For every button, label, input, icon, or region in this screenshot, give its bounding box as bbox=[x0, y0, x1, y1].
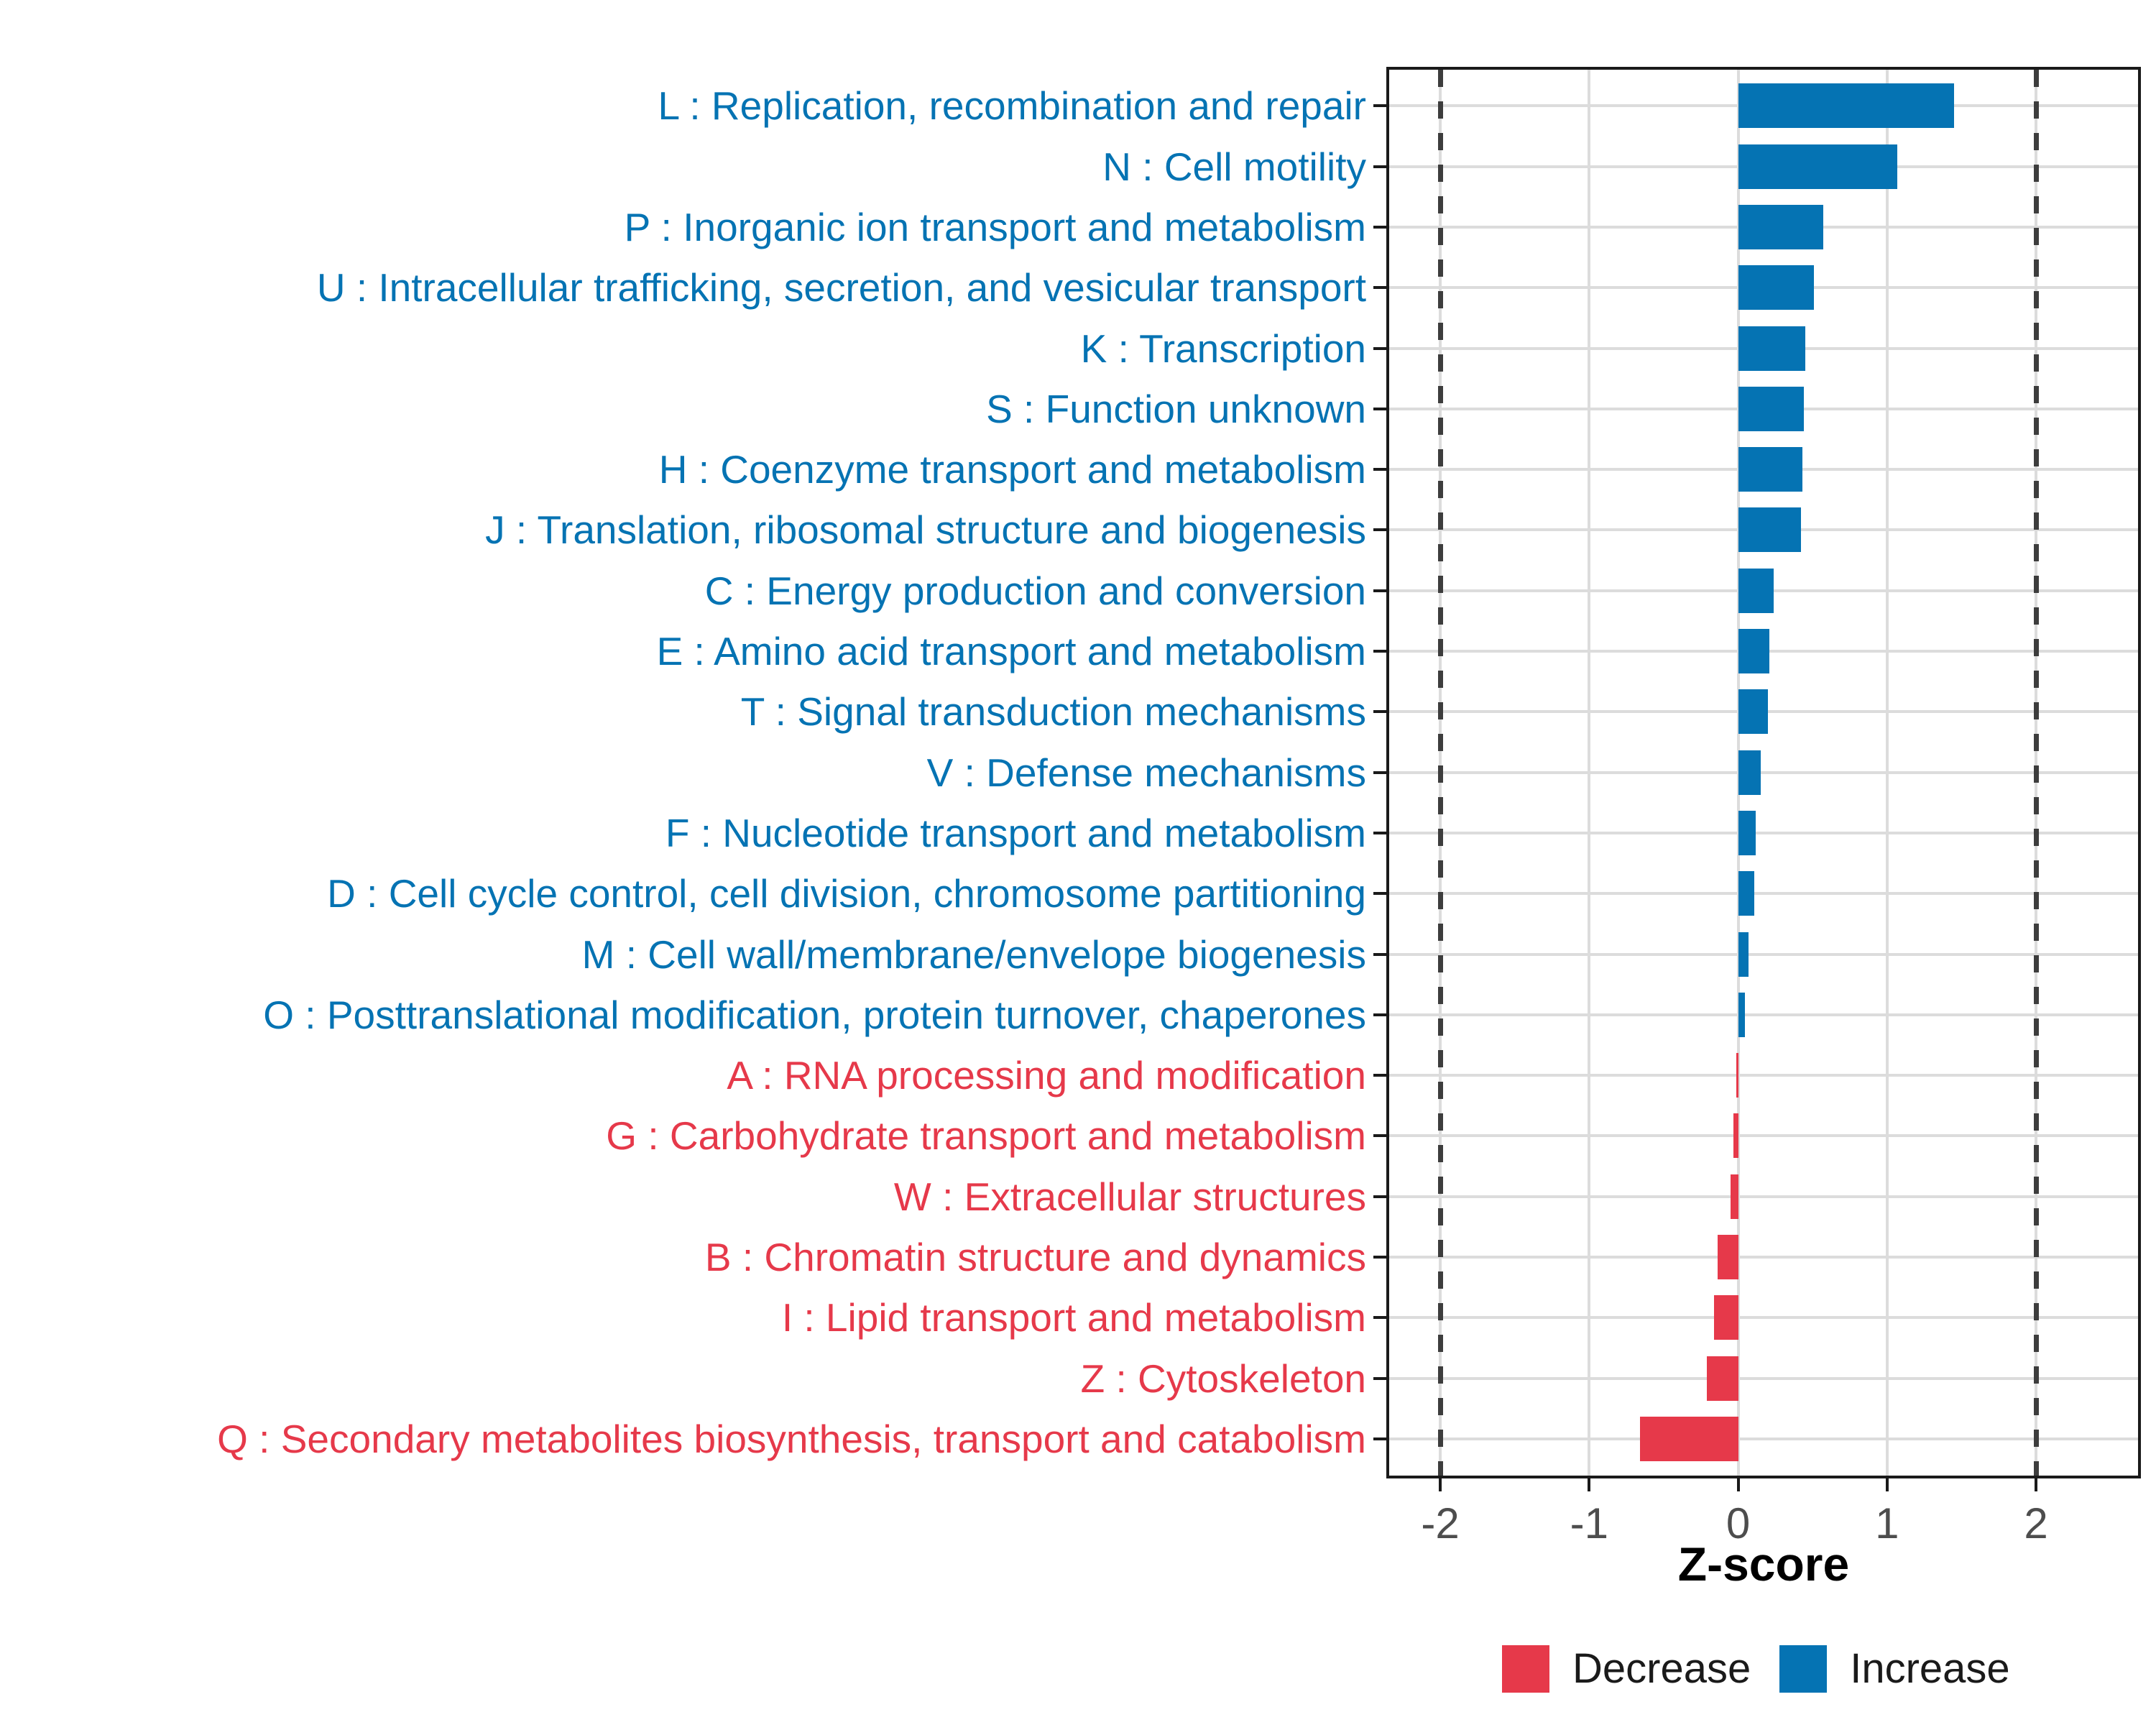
x-axis-tick bbox=[1737, 1476, 1740, 1491]
x-tick-label: 2 bbox=[2024, 1499, 2048, 1547]
category-label: M : Cell wall/membrane/envelope biogenesis bbox=[581, 932, 1366, 977]
y-gridline bbox=[1389, 1195, 2138, 1198]
zscore-bar bbox=[1738, 447, 1802, 492]
y-gridline bbox=[1389, 1074, 2138, 1077]
category-label: O : Posttranslational modification, protein turnover, chaperones bbox=[263, 992, 1366, 1037]
x-tick-label: -2 bbox=[1421, 1499, 1460, 1547]
y-axis-tick bbox=[1373, 650, 1389, 653]
zscore-bar bbox=[1738, 387, 1804, 431]
zscore-bar bbox=[1736, 1053, 1738, 1098]
x-axis-tick bbox=[1886, 1476, 1889, 1491]
y-axis-tick bbox=[1373, 468, 1389, 471]
zscore-bar bbox=[1718, 1235, 1738, 1279]
y-axis-tick bbox=[1373, 771, 1389, 774]
category-label: C : Energy production and conversion bbox=[704, 568, 1366, 613]
zscore-bar bbox=[1738, 871, 1755, 916]
decrease-swatch bbox=[1502, 1645, 1549, 1693]
y-axis-tick bbox=[1373, 832, 1389, 834]
y-axis-tick bbox=[1373, 286, 1389, 289]
zscore-bar bbox=[1731, 1174, 1738, 1219]
category-label: H : Coenzyme transport and metabolism bbox=[658, 447, 1366, 492]
zscore-bar bbox=[1707, 1356, 1738, 1401]
zscore-bar bbox=[1738, 569, 1774, 613]
category-label: P : Inorganic ion transport and metabolism bbox=[624, 204, 1366, 249]
zscore-bar bbox=[1738, 507, 1801, 552]
category-label: K : Transcription bbox=[1080, 326, 1366, 371]
y-axis-tick bbox=[1373, 1256, 1389, 1259]
category-label: V : Defense mechanisms bbox=[926, 750, 1366, 795]
zscore-bar bbox=[1738, 205, 1823, 249]
y-axis-tick bbox=[1373, 1074, 1389, 1077]
category-label: I : Lipid transport and metabolism bbox=[781, 1295, 1366, 1340]
y-axis-tick bbox=[1373, 528, 1389, 531]
y-axis-tick bbox=[1373, 1013, 1389, 1016]
zscore-bar bbox=[1738, 993, 1745, 1037]
zscore-bar bbox=[1738, 326, 1805, 371]
category-label: S : Function unknown bbox=[986, 386, 1366, 431]
y-axis-tick bbox=[1373, 226, 1389, 229]
y-axis-tick bbox=[1373, 1134, 1389, 1137]
category-label: G : Carbohydrate transport and metabolism bbox=[606, 1113, 1366, 1159]
y-gridline bbox=[1389, 1256, 2138, 1259]
y-axis-tick bbox=[1373, 165, 1389, 168]
zscore-bar bbox=[1738, 265, 1815, 310]
reference-line-dashed bbox=[1438, 70, 1443, 1476]
category-label: T : Signal transduction mechanisms bbox=[740, 689, 1366, 735]
category-label: B : Chromatin structure and dynamics bbox=[704, 1235, 1366, 1279]
category-label: L : Replication, recombination and repair bbox=[658, 83, 1366, 129]
y-gridline bbox=[1389, 953, 2138, 956]
category-label: W : Extracellular structures bbox=[893, 1174, 1366, 1219]
zscore-bar bbox=[1738, 144, 1898, 189]
decrease-label: Decrease bbox=[1572, 1645, 1751, 1692]
y-axis-tick bbox=[1373, 1438, 1389, 1440]
y-axis-tick bbox=[1373, 589, 1389, 592]
legend-item-decrease bbox=[1502, 1644, 1751, 1693]
zscore-bar bbox=[1738, 932, 1749, 977]
category-label: Q : Secondary metabolites biosynthesis, transport and catabolism bbox=[217, 1416, 1366, 1461]
category-label: N : Cell motility bbox=[1102, 144, 1366, 189]
y-gridline bbox=[1389, 892, 2138, 895]
y-gridline bbox=[1389, 832, 2138, 834]
increase-swatch bbox=[1779, 1645, 1827, 1693]
category-label: J : Translation, ribosomal structure and biogenesis bbox=[485, 507, 1366, 553]
y-gridline bbox=[1389, 1377, 2138, 1380]
zscore-bar bbox=[1733, 1113, 1738, 1158]
zscore-bar bbox=[1738, 83, 1955, 128]
y-axis-tick bbox=[1373, 710, 1389, 713]
y-gridline bbox=[1389, 771, 2138, 774]
x-axis-title: Z-score bbox=[1677, 1537, 1850, 1591]
y-axis-tick bbox=[1373, 953, 1389, 956]
zscore-bar bbox=[1714, 1295, 1738, 1340]
category-label: E : Amino acid transport and metabolism bbox=[656, 629, 1366, 673]
increase-label: Increase bbox=[1850, 1645, 2010, 1692]
x-tick-label: 0 bbox=[1726, 1499, 1751, 1547]
zscore-bar bbox=[1738, 689, 1768, 734]
zscore-bar bbox=[1738, 811, 1756, 855]
legend bbox=[1502, 1644, 2010, 1693]
category-label: Z : Cytoskeleton bbox=[1080, 1356, 1366, 1401]
x-tick-label: 1 bbox=[1875, 1499, 1899, 1547]
x-axis-tick bbox=[1588, 1476, 1590, 1491]
y-gridline bbox=[1389, 1316, 2138, 1319]
y-axis-tick bbox=[1373, 892, 1389, 895]
y-axis-tick bbox=[1373, 1195, 1389, 1198]
y-axis-tick bbox=[1373, 104, 1389, 107]
zscore-bar bbox=[1640, 1417, 1738, 1461]
y-axis-tick bbox=[1373, 1377, 1389, 1380]
x-axis-tick bbox=[2035, 1476, 2037, 1491]
zscore-bar bbox=[1738, 629, 1770, 673]
x-axis-tick bbox=[1439, 1476, 1442, 1491]
y-gridline bbox=[1389, 1013, 2138, 1016]
category-label: F : Nucleotide transport and metabolism bbox=[665, 810, 1366, 855]
y-gridline bbox=[1389, 1134, 2138, 1137]
x-tick-label: -1 bbox=[1570, 1499, 1609, 1547]
y-axis-tick bbox=[1373, 1316, 1389, 1319]
zscore-bar bbox=[1738, 750, 1761, 795]
category-label: D : Cell cycle control, cell division, chromosome partitioning bbox=[327, 871, 1366, 916]
category-label: A : RNA processing and modification bbox=[727, 1053, 1366, 1098]
y-axis-tick bbox=[1373, 408, 1389, 410]
y-axis-tick bbox=[1373, 347, 1389, 350]
category-label: U : Intracellular trafficking, secretion, and vesicular transport bbox=[316, 265, 1366, 310]
reference-line-dashed bbox=[2034, 70, 2039, 1476]
y-gridline bbox=[1389, 1438, 2138, 1440]
legend-item-increase bbox=[1779, 1644, 2009, 1693]
